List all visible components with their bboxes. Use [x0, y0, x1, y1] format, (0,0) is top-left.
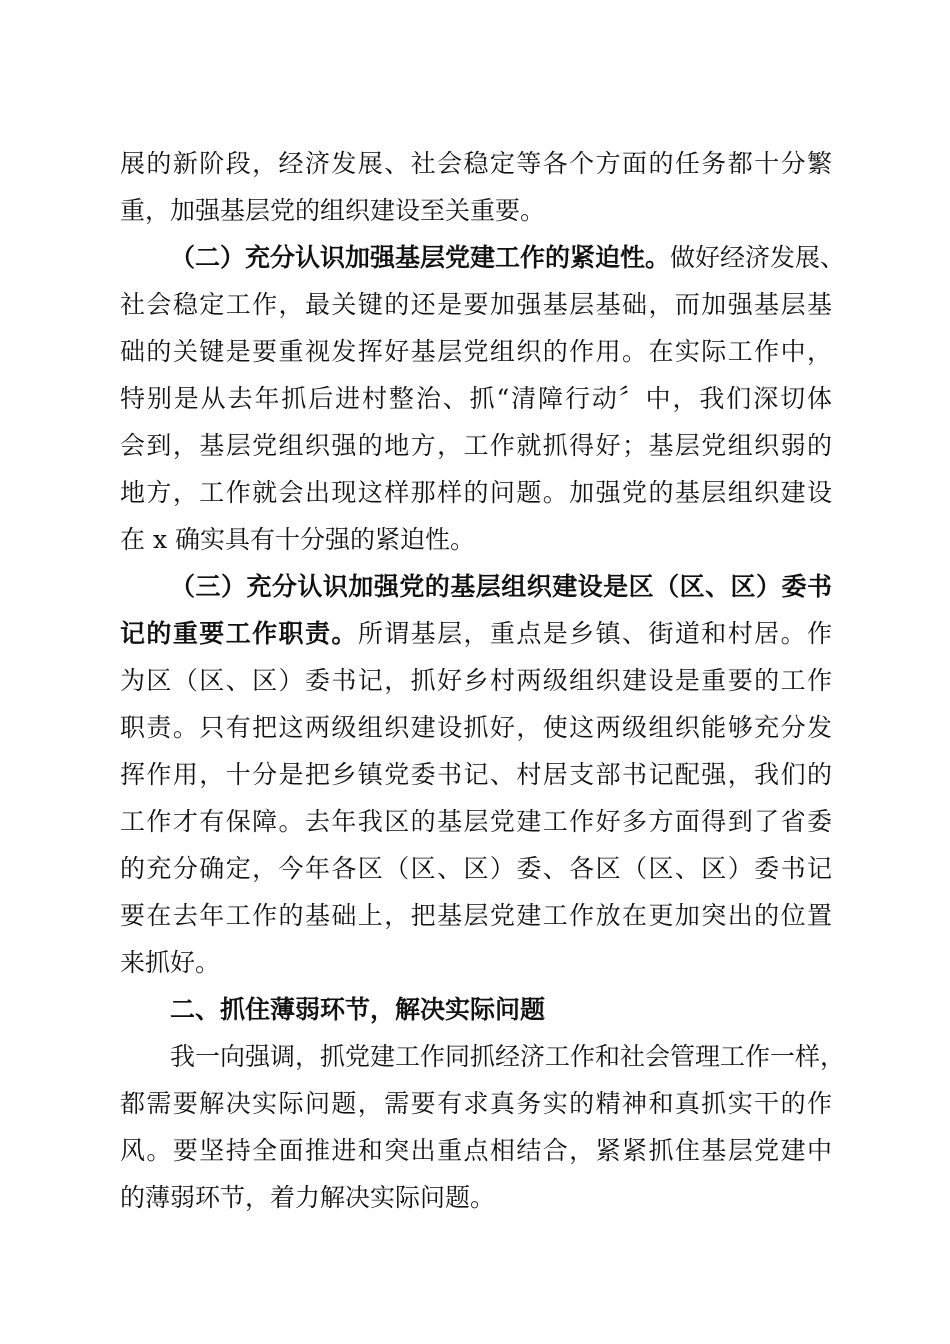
text-line: 风。要坚持全面推进和突出重点相结合，紧紧抓住基层党建中: [120, 1136, 832, 1165]
text-line: [120, 610, 832, 657]
text-line: 为区（区、区）委书记，抓好乡村两级组织建设是重要的工作: [120, 666, 832, 695]
text-line: 工作才有保障。去年我区的基层党建工作好多方面得到了省委: [120, 807, 832, 836]
paragraph-weak-links: [120, 1033, 846, 1221]
text-line: 的薄弱环节，着力解决实际问题。: [120, 1183, 496, 1212]
text-line: 我一向强调，抓党建工作同抓经济工作和社会管理工作一样，: [170, 1042, 846, 1071]
text-line: 都需要解决实际问题，需要有求真务实的精神和真抓实干的作: [120, 1089, 832, 1118]
text-line: 特别是从去年抓后进村整治、抓“清障行动〞中，我们深切体: [120, 384, 832, 413]
subheading-responsibility-line1: （三）充分认识加强党的基层组织建设是区（区、区）委书: [170, 572, 832, 601]
text-line: 会到，基层党组织强的地方，工作就抓得好；基层党组织弱的: [120, 431, 832, 460]
text-span: 做好经济发展、: [670, 243, 846, 272]
text-line: 展的新阶段，经济发展、社会稳定等各个方面的任务都十分繁: [120, 149, 832, 178]
text-span: 所谓基层，重点是乡镇、街道和村居。作: [357, 619, 832, 648]
text-line: 职责。只有把这两级组织建设抓好，使这两级组织能够充分发: [120, 713, 832, 742]
text-line: [120, 234, 846, 281]
text-line: 挥作用，十分是把乡镇党委书记、村居支部书记配强，我们的: [120, 760, 832, 789]
text-line: 的充分确定，今年各区（区、区）委、各区（区、区）委书记: [120, 854, 832, 883]
text-line: 础的关键是要重视发挥好基层党组织的作用。在实际工作中，: [120, 337, 832, 366]
paragraph-continuation: [120, 140, 832, 234]
text-line: 在 x 确实具有十分强的紧迫性。: [120, 525, 475, 554]
paragraph-responsibility: [120, 563, 832, 986]
document-page: [120, 140, 846, 1221]
section-heading-2: 二、抓住薄弱环节，解决实际问题: [170, 995, 546, 1024]
text-line: 来抓好。: [120, 948, 221, 977]
text-line: 重，加强基层党的组织建设至关重要。: [120, 196, 546, 225]
text-line: 社会稳定工作，最关键的还是要加强基层基础，而加强基层基: [120, 290, 832, 319]
paragraph-urgency: [120, 234, 846, 563]
text-line: 地方，工作就会出现这样那样的问题。加强党的基层组织建设: [120, 478, 832, 507]
subheading-responsibility-line2: 记的重要工作职责。: [120, 619, 358, 648]
text-line: 要在去年工作的基础上，把基层党建工作放在更加突出的位置: [120, 901, 832, 930]
subheading-urgency: （二）充分认识加强基层党建工作的紧迫性。: [170, 243, 671, 272]
